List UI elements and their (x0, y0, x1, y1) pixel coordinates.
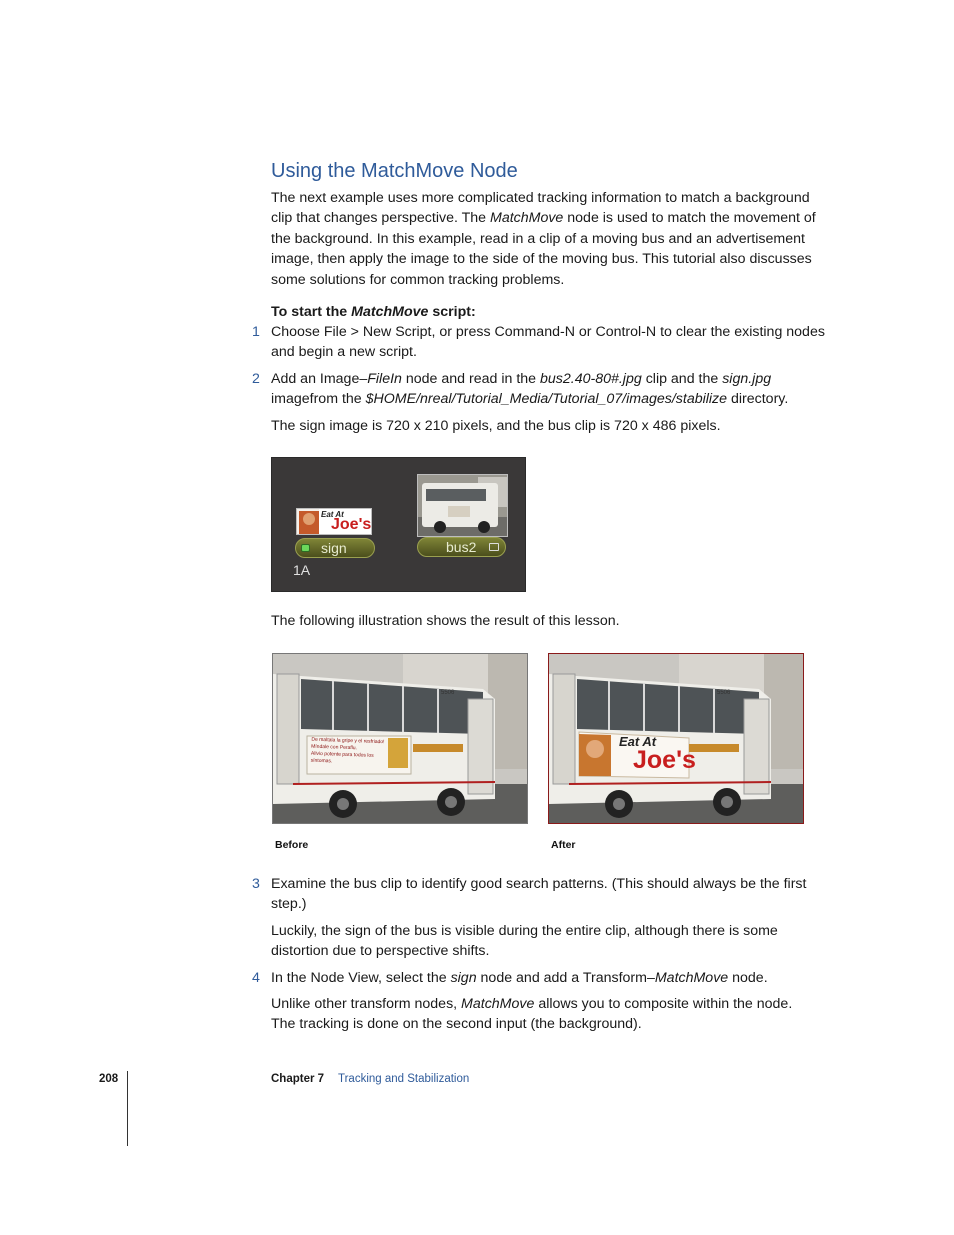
bus-number: 5506 (441, 690, 455, 696)
step-3-note: Luckily, the sign of the bus is visible during the entire clip, although there is some distortion due to perspective shifts. (271, 923, 778, 960)
node-view-zoom-label: 1A (293, 562, 311, 578)
intro-paragraph (271, 188, 831, 290)
step-number: 3 (252, 876, 260, 892)
after-ad-small-text: Eat At (619, 734, 657, 749)
step-1-text: Choose File > New Script, or press Command-N or Control-N to clear the existing nodes and begin a new script. (271, 324, 825, 361)
step-number: 2 (252, 371, 260, 387)
sign-thumbnail (296, 508, 372, 535)
sign-thumb-big-text: Joe's (331, 516, 372, 533)
bus-number: 5506 (717, 690, 731, 696)
before-image (272, 653, 528, 824)
intro-line: The next example uses more complicated tracking information to match a background (271, 190, 810, 206)
sign-thumb-small-text: Eat At (321, 510, 344, 519)
after-image (548, 653, 804, 824)
step-4-text: In the Node View, select the sign node and add a Transform–MatchMove node. (271, 970, 768, 986)
after-caption: After (551, 839, 576, 851)
intro-line: clip that changes perspective. The MatchMove node is used to match the movement of (271, 210, 816, 227)
film-clip-icon (489, 543, 499, 551)
bus2-node[interactable] (417, 537, 506, 557)
before-caption: Before (275, 839, 309, 851)
section-title: Using the MatchMove Node (271, 160, 518, 182)
footer-chapter: Chapter 7 (271, 1073, 325, 1085)
footer-divider (127, 1071, 128, 1146)
intro-line: image, then apply the image to the side of the moving bus. This tutorial also discusses (271, 251, 812, 268)
before-advertisement: De maltala la gripe y el resfriado! Míndale con Peraflu. Alivio potente para todos los síntomas. (310, 736, 385, 765)
step-4-note: Unlike other transform nodes, MatchMove allows you to composite within the node. The tracking is done on the second input (the background). (271, 996, 793, 1033)
step-2-text: Add an Image–FileIn node and read in the bus2.40-80#.jpg clip and the sign.jpg imagefrom the $HOME/nreal/Tutorial_Media/Tutorial_07/images/stabilize directory. (271, 371, 789, 408)
footer-section-link[interactable]: Tracking and Stabilization (338, 1073, 470, 1085)
page-number: 208 (99, 1073, 119, 1085)
step-3-text: Examine the bus clip to identify good search patterns. (This should always be the first step.) (271, 876, 807, 913)
step-2-note: The sign image is 720 x 210 pixels, and the bus clip is 720 x 486 pixels. (271, 418, 721, 434)
bus-thumbnail-image (418, 475, 508, 537)
intro-line: some solutions for common tracking problems. (271, 271, 565, 288)
bus-thumbnail (417, 474, 508, 537)
after-ad-big-text: Joe's (633, 746, 696, 774)
node-output-icon (301, 544, 310, 552)
procedure-heading: To start the MatchMove script: (271, 304, 476, 320)
sign-node-label: sign (321, 540, 347, 556)
sign-node[interactable] (295, 538, 375, 558)
after-bus-illustration (549, 654, 804, 824)
result-intro: The following illustration shows the result of this lesson. (271, 613, 620, 629)
bus2-node-label: bus2 (446, 539, 477, 555)
intro-line: the background. In this example, read in a clip of a moving bus and an advertisement (271, 230, 805, 247)
node-view-figure (271, 457, 526, 592)
step-number: 4 (252, 970, 260, 986)
step-number: 1 (252, 324, 260, 340)
